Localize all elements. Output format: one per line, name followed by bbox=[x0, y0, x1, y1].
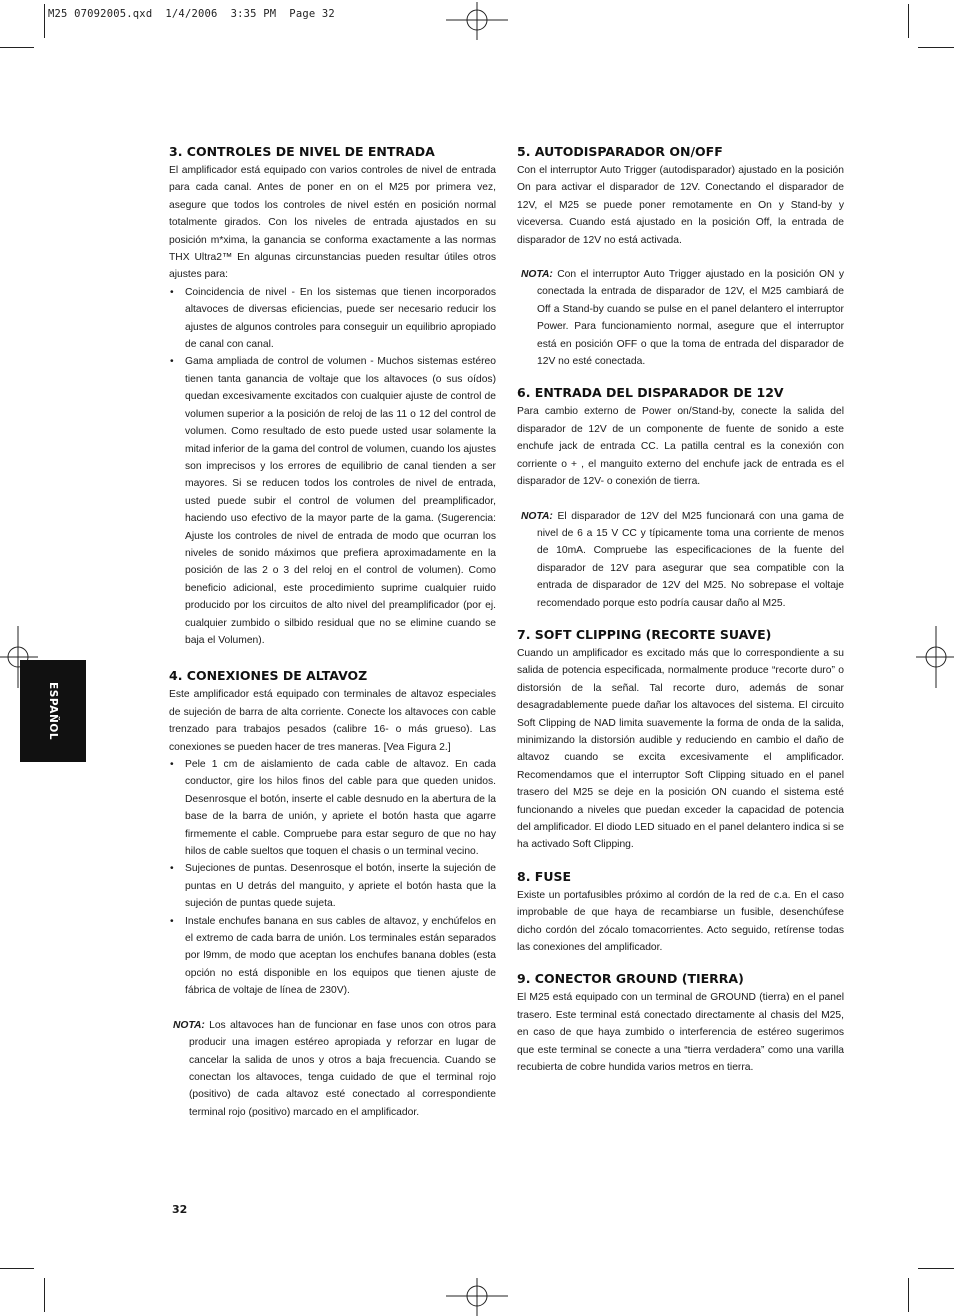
list-item: • Pele 1 cm de aislamiento de cada cable de altavoz. En cada conductor, gire los hilos finos del cable para que queden unidos. Desenrosque el botón, inserte el cable desnudo en la abertura de la base de la barra de unión, y apriete el botón hasta que agarre firmemente el cable. Compruebe para estar seguro de que no hay hilos de cable sueltos que toquen el chasis o un terminal vecino. bbox=[169, 756, 496, 860]
section-fuse bbox=[517, 868, 844, 957]
print-slug: M25 07092005.qxd 1/4/2006 3:35 PM Page 32 bbox=[48, 8, 335, 20]
section-5-body: Con el interruptor Auto Trigger (autodisparador) ajustado en la posición On para activar el disparador de 12V. Conectando el disparador de 12V, el M25 se puede poner remotamente en On y Stand-by y viceversa. Cuando está ajustado en la posición Off, la entrada de disparador de 12V no está activada. bbox=[517, 165, 844, 246]
section-input-level-controls bbox=[169, 143, 496, 649]
crop-mark-bl-h bbox=[0, 1268, 34, 1269]
section-3-title: 3. CONTROLES DE NIVEL DE ENTRADA bbox=[169, 144, 435, 159]
list-item: • Coincidencia de nivel - En los sistemas que tienen incorporados altavoces de diversas eficiencias, puede ser necesario reducir los ajustes de algunos controles para conseguir un equilibrio apropiado de canal con canal. bbox=[169, 284, 496, 354]
crop-mark-bl-v bbox=[44, 1278, 45, 1312]
list-item: • Instale enchufes banana en sus cables de altavoz, y enchúfelos en el extremo de cada barra de unión. Los terminales están separados por l9mm, de modo que aceptan los enchufes banana dobles (esta opción no está disponible en los equipos que tienen ajuste de fábrica de voltaje de línea de 230V). bbox=[169, 913, 496, 1000]
section-7-body: Cuando un amplificador es excitado más que lo correspondiente a su salida de potencia especificada, normalmente produce “recorte duro” o distorsión de la señal. Tal recorte duro, además de sonar desagradablemente puede dañar los altavoces del sistema. El circuito Soft Clipping de NAD limita suavemente la forma de onda de la salida, minimizando la distorsión audible y reduciendo en cambio el daño de altavoz cuando se excita excesivamente el amplificador. Recomendamos que el interruptor Soft Clipping situado en el panel trasero del M25 se deje en la posición ON cuando el sistema esté funcionando a niveles que puedan exceder la capacidad de potencia del amplificador. El diodo LED situado en el panel delantero indica si se ha activado Soft Clipping. bbox=[517, 647, 844, 851]
section-auto-trigger bbox=[517, 143, 844, 370]
right-column bbox=[517, 143, 844, 1090]
section-7-title: 7. SOFT CLIPPING (RECORTE SUAVE) bbox=[517, 626, 772, 642]
crop-mark-tr-h bbox=[918, 47, 954, 48]
crop-mark-br-v bbox=[908, 1278, 909, 1312]
page-number: 32 bbox=[172, 1203, 188, 1216]
section-9-title: 9. CONECTOR GROUND (TIERRA) bbox=[517, 971, 744, 987]
section-6-note bbox=[517, 508, 844, 612]
section-ground-connector bbox=[517, 970, 844, 1076]
crop-mark-br-h bbox=[918, 1268, 954, 1269]
section-4-title: 4. CONEXIONES DE ALTAVOZ bbox=[169, 668, 368, 684]
note-label: NOTA: bbox=[521, 269, 553, 281]
section-3-list bbox=[169, 284, 496, 650]
section-6-body: Para cambio externo de Power on/Stand-by, conecte la salida del disparador de 12V de un componente de fuente de sonido a este enchufe jack de entrada CC. La patilla central es la conexión con corriente o + , el manguito externo del enchufe jack de entrada es el disparador de 12V- o conexión de tierra. bbox=[517, 406, 844, 488]
registration-mark-bottom bbox=[446, 1276, 508, 1316]
registration-mark-right bbox=[914, 626, 954, 688]
section-9-body: El M25 está equipado con un terminal de GROUND (tierra) en el panel trasero. Este terminal está conectado directamente al chasis del M25, en caso de que haya zumbido o interferencia de estéreo sugerimos que este terminal se conecte a una “tierra verdadera” como una varilla recubierta de cobre hundida varios metros en tierra. bbox=[517, 992, 844, 1074]
section-speaker-connections bbox=[169, 667, 496, 1121]
note-text: Con el interruptor Auto Trigger ajustado en la posición ON y conectada la entrada de disparador de 12V, el M25 cambiará de Off a Stand-by cuando se pulse en el panel delantero el interruptor Power. Para funcionamiento normal, asegure que el interruptor está en posición OFF o que la toma de entrada del disparador de 12V no esté conectada. bbox=[537, 269, 844, 368]
section-8-title: 8. FUSE bbox=[517, 868, 572, 884]
section-soft-clipping bbox=[517, 626, 844, 854]
section-6-title: 6. ENTRADA DEL DISPARADOR DE 12V bbox=[517, 385, 784, 401]
note-label: NOTA: bbox=[173, 1019, 205, 1031]
section-3-body: El amplificador está equipado con varios controles de nivel de entrada para cada canal. Antes de poner en on el M25 por primera vez, asegure que todos los controles de nivel estén en posición normal totalmente girados. Con los niveles de entrada ajustados en su posición m*xima, la ganancia se conforma exactamente a las normas THX Ultra2™ En algunas circunstancias pueden resultar útiles otros ajustes para: bbox=[169, 165, 496, 281]
section-4-note bbox=[169, 1017, 496, 1121]
section-4-list bbox=[169, 756, 496, 1000]
section-5-title: 5. AUTODISPARADOR ON/OFF bbox=[517, 144, 723, 159]
section-5-note bbox=[517, 266, 844, 370]
language-tab bbox=[20, 660, 86, 762]
crop-mark-tr-v bbox=[908, 4, 909, 38]
left-column bbox=[169, 143, 496, 1135]
registration-mark-top bbox=[446, 2, 508, 42]
language-tab-label: ESPAÑOL bbox=[47, 681, 59, 741]
note-label: NOTA: bbox=[521, 510, 553, 522]
crop-mark-tl-v bbox=[44, 4, 45, 38]
section-8-body: Existe un portafusibles próximo al cordón de la red de c.a. En el caso improbable de que haya de recambiarse un fusible, desenchúfese dicho cordón del zócalo tomacorrientes. Acto seguido, retírense todas las conexiones del amplificador. bbox=[517, 889, 844, 954]
note-text: Los altavoces han de funcionar en fase unos con otros para producir una imagen estéreo apropiada y reforzar en lugar de cancelar la salida de unos y otros a baja frecuencia. Cuando se conectan los altavoces, tenga cuidado de que el terminal rojo (positivo) de cada altavoz esté conectado al correspondiente terminal rojo (positivo) marcado en el amplificador. bbox=[189, 1019, 496, 1118]
section-12v-trigger-input bbox=[517, 384, 844, 611]
list-item: • Gama ampliada de control de volumen - Muchos sistemas estéreo tienen tanta ganancia de voltaje que los altavoces (o sus oídos) quedan excesivamente excitados con cualquier ajuste de control de volumen superior a la posición de reloj de las 11 o 12 del control de volumen. Como resultado de esto puede usted usar solamente la mitad inferior de la gama del control de volumen, cuando los ajustes son imprecisos y los errores de equilibrio de canal tienden a ser mayores. Si se reducen todos los controles de nivel de entrada, usted puede subir el control de volumen del preamplificador, haciendo uso efectivo de la mayor parte de la gama. (Sugerencia: Ajuste los controles de nivel de entrada de modo que ocurran los niveles de sonido máximos que prefiera aproximadamente en la posición de las 2 o 3 del reloj en el control de volumen). Como beneficio adicional, este procedimiento suprime cualquier ruido producido por los circuitos de alto nivel del preamplificador (por ej. cualquier zumbido o silbido residual que no se elimine cuando se baja el Volumen). bbox=[169, 353, 496, 649]
section-4-body: Este amplificador está equipado con terminales de altavoz especiales de sujeción de barra de alta corriente. Conecte los altavoces con cable trenzado para trabajos pesados (calibre 16- o más grueso). Las conexiones se pueden hacer de tres maneras. [Vea Figura 2.] bbox=[169, 689, 496, 753]
list-item: • Sujeciones de puntas. Desenrosque el botón, inserte la sujeción de puntas en U detrás del manguito, y apriete el botón hasta que la sujeción de puntas quede sujeta. bbox=[169, 860, 496, 912]
crop-mark-tl-h bbox=[0, 47, 34, 48]
note-text: El disparador de 12V del M25 funcionará con una gama de nivel de 6 a 15 V CC y típicamente toma una corriente de menos de 10mA. Compruebe las especificaciones de la fuente del disparador de 12V para asegurar que sea compatible con la entrada de disparador de 12V del M25. No sobrepase el voltaje recomendado porque esto podría causar daño al M25. bbox=[537, 510, 844, 609]
